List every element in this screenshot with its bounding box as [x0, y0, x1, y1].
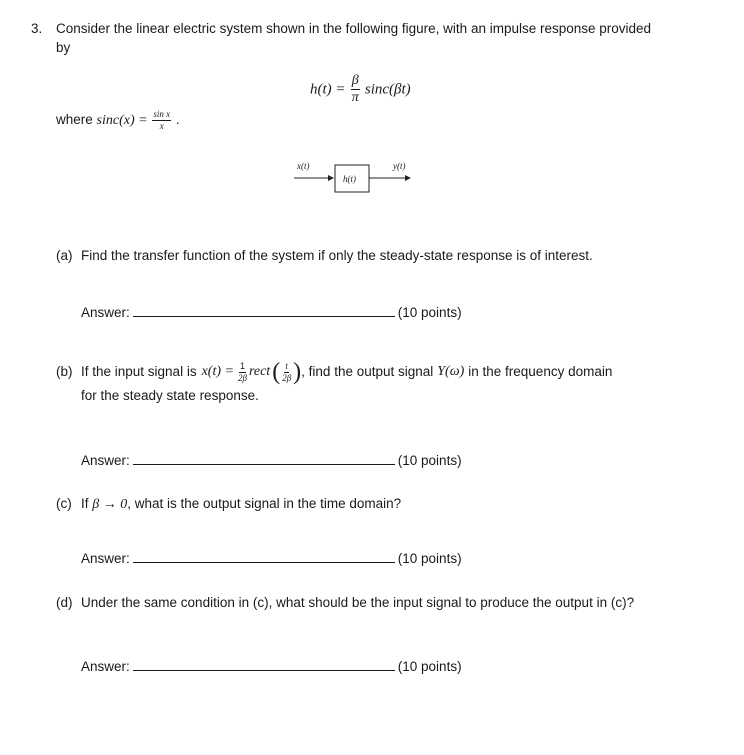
- answer-label: Answer:: [81, 453, 130, 468]
- part-c-answer: [81, 549, 462, 568]
- equation-lhs: h(t) =: [310, 81, 346, 98]
- part-b-arg-den: 2β: [282, 372, 292, 383]
- part-a-text: Find the transfer function of the system if only the steady-state response is of interest.: [81, 248, 593, 263]
- block-diagram: [290, 158, 420, 200]
- part-b-frac-den: 2β: [237, 372, 247, 383]
- points-label: (10 points): [397, 659, 462, 674]
- question-number: 3.: [31, 21, 43, 36]
- part-c-label: (c): [56, 496, 72, 511]
- part-b-text-post: in the frequency domain: [468, 364, 613, 379]
- part-b-text: [81, 358, 612, 386]
- part-b-rect: rect: [248, 364, 271, 379]
- question-intro-line1: Consider the linear electric system shown in the following figure, with an impulse response provided: [56, 21, 652, 36]
- part-b-frac-num: 1: [239, 360, 245, 371]
- diagram-input-label: x(t): [297, 161, 310, 171]
- diagram-block-label: h(t): [343, 174, 356, 184]
- part-c-text-pre: If: [81, 496, 89, 511]
- answer-label: Answer:: [81, 659, 130, 674]
- equation-denominator: π: [351, 90, 359, 105]
- points-label: (10 points): [397, 551, 462, 566]
- part-b-y-symbol: Y(ω): [437, 364, 465, 379]
- part-c-text: [81, 495, 401, 514]
- where-text: where: [56, 112, 93, 128]
- part-b-paren-close: ): [293, 359, 302, 385]
- part-b-arg-frac: [281, 362, 292, 383]
- part-d-text: Under the same condition in (c), what should be the input signal to produce the output in (c)?: [81, 595, 635, 610]
- part-b-answer: [81, 451, 462, 470]
- part-d-label: (d): [56, 595, 73, 610]
- part-b-x-eq: x(t) =: [201, 364, 234, 379]
- sinc-fraction: [152, 110, 171, 131]
- points-label: (10 points): [397, 305, 462, 320]
- sinc-definition: [56, 110, 180, 131]
- part-c-text-post: , what is the output signal in the time domain?: [127, 496, 402, 511]
- part-b-label: (b): [56, 364, 73, 379]
- part-c-condition: β → 0: [92, 497, 128, 512]
- equation-fraction: [351, 74, 360, 105]
- answer-blank[interactable]: [133, 451, 395, 465]
- part-b-text-mid: , find the output signal: [301, 364, 434, 379]
- answer-blank[interactable]: [133, 549, 395, 563]
- sinc-numerator: sin x: [153, 109, 171, 119]
- part-a-answer: [81, 303, 462, 322]
- part-d-answer: [81, 657, 462, 676]
- answer-blank[interactable]: [133, 303, 395, 317]
- part-b-frac: [237, 362, 248, 383]
- answer-label: Answer:: [81, 305, 130, 320]
- part-b-paren-open: (: [272, 359, 281, 385]
- diagram-output-label: y(t): [393, 161, 406, 171]
- sinc-period: .: [175, 112, 180, 128]
- answer-label: Answer:: [81, 551, 130, 566]
- part-b-text-pre: If the input signal is: [81, 364, 197, 379]
- part-b-line2: for the steady state response.: [81, 388, 259, 403]
- sinc-func: sinc(x) =: [96, 113, 148, 129]
- impulse-response-equation: [310, 74, 411, 105]
- answer-blank[interactable]: [133, 657, 395, 671]
- part-b-arg-num: t: [285, 360, 288, 371]
- equation-rhs: sinc(βt): [364, 81, 411, 98]
- part-a-label: (a): [56, 248, 73, 263]
- points-label: (10 points): [397, 453, 462, 468]
- question-intro-line2: by: [56, 40, 71, 55]
- sinc-denominator: x: [159, 121, 164, 131]
- equation-numerator: β: [351, 73, 359, 88]
